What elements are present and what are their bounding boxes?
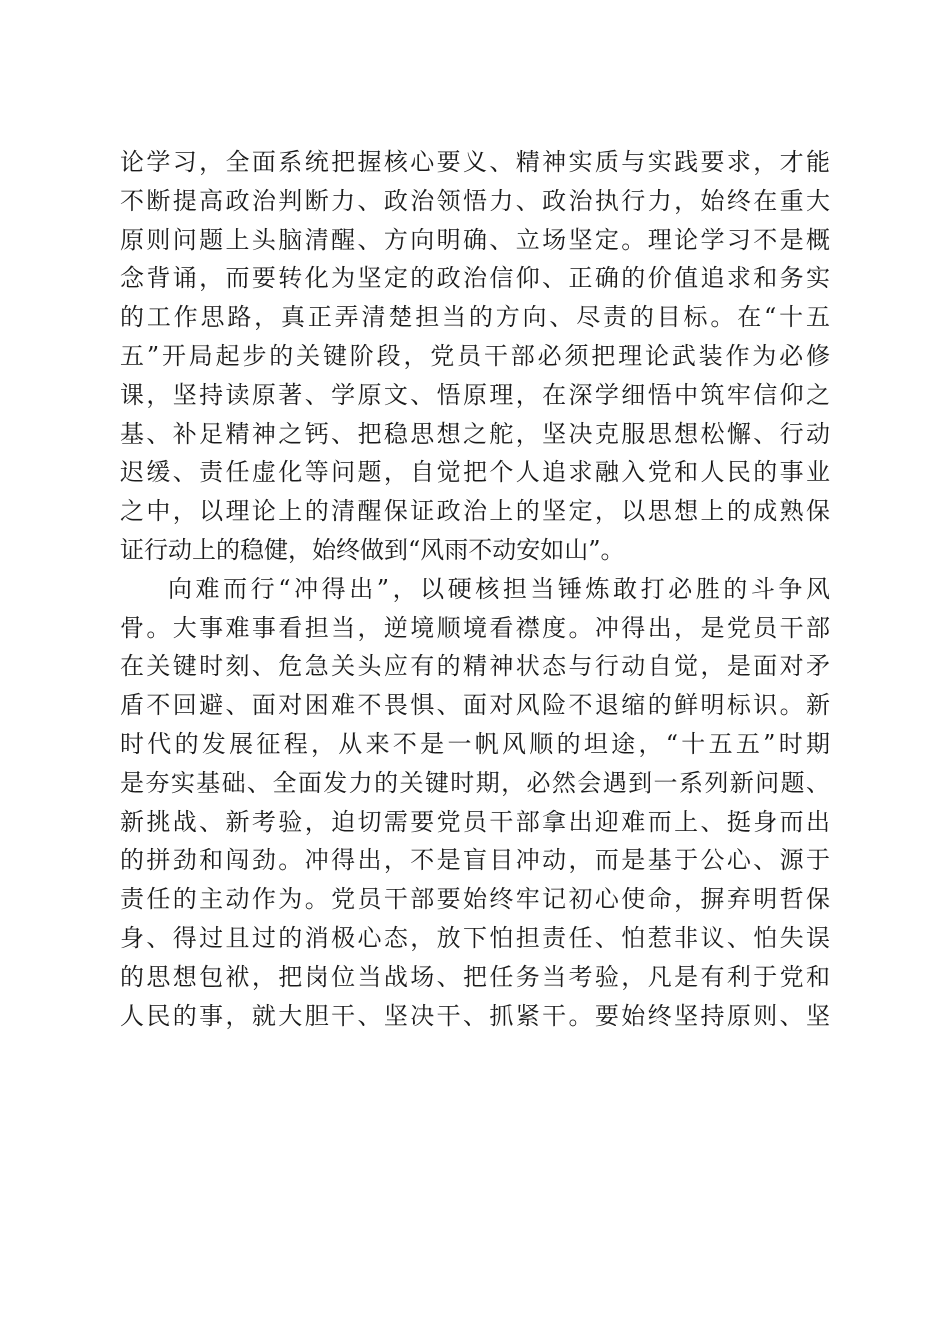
text-line: 向难而行“冲得出”，以硬核担当锤炼敢打必胜的斗争风 bbox=[168, 574, 830, 603]
text-line: 是夯实基础、全面发力的关键时期，必然会遇到一系列新问题、 bbox=[120, 768, 830, 797]
paragraph-1 bbox=[120, 143, 830, 570]
text-line: 人民的事，就大胆干、坚决干、抓紧干。要始终坚持原则、坚 bbox=[120, 1001, 830, 1030]
text-line: 新挑战、新考验，迫切需要党员干部拿出迎难而上、挺身而出 bbox=[120, 807, 830, 836]
text-line: 原则问题上头脑清醒、方向明确、立场坚定。理论学习不是概 bbox=[120, 225, 830, 254]
text-line: 的工作思路，真正弄清楚担当的方向、尽责的目标。在“十五 bbox=[120, 303, 830, 332]
text-line: 念背诵，而要转化为坚定的政治信仰、正确的价值追求和务实 bbox=[120, 264, 830, 293]
text-line: 骨。大事难事看担当，逆境顺境看襟度。冲得出，是党员干部 bbox=[120, 613, 830, 642]
text-line: 盾不回避、面对困难不畏惧、面对风险不退缩的鲜明标识。新 bbox=[120, 691, 830, 720]
text-line: 之中，以理论上的清醒保证政治上的坚定，以思想上的成熟保 bbox=[120, 497, 830, 526]
text-line: 五”开局起步的关键阶段，党员干部必须把理论武装作为必修 bbox=[120, 341, 830, 370]
text-line: 责任的主动作为。党员干部要始终牢记初心使命，摒弃明哲保 bbox=[120, 885, 830, 914]
paragraph-2 bbox=[120, 570, 830, 1036]
text-line: 的思想包袱，把岗位当战场、把任务当考验，凡是有利于党和 bbox=[120, 962, 830, 991]
text-line: 身、得过且过的消极心态，放下怕担责任、怕惹非议、怕失误 bbox=[120, 923, 830, 952]
document-body bbox=[120, 143, 830, 1035]
text-line: 时代的发展征程，从来不是一帆风顺的坦途，“十五五”时期 bbox=[120, 729, 830, 758]
text-line: 的拼劲和闯劲。冲得出，不是盲目冲动，而是基于公心、源于 bbox=[120, 846, 830, 875]
text-line: 论学习，全面系统把握核心要义、精神实质与实践要求，才能 bbox=[120, 148, 830, 176]
text-line: 基、补足精神之钙、把稳思想之舵，坚决克服思想松懈、行动 bbox=[120, 419, 830, 448]
text-line: 证行动上的稳健，始终做到“风雨不动安如山”。 bbox=[120, 535, 625, 564]
text-line: 迟缓、责任虚化等问题，自觉把个人追求融入党和人民的事业 bbox=[120, 458, 830, 487]
text-line: 在关键时刻、危急关头应有的精神状态与行动自觉，是面对矛 bbox=[120, 652, 830, 681]
text-line: 不断提高政治判断力、政治领悟力、政治执行力，始终在重大 bbox=[120, 186, 830, 215]
text-line: 课，坚持读原著、学原文、悟原理，在深学细悟中筑牢信仰之 bbox=[120, 380, 830, 409]
